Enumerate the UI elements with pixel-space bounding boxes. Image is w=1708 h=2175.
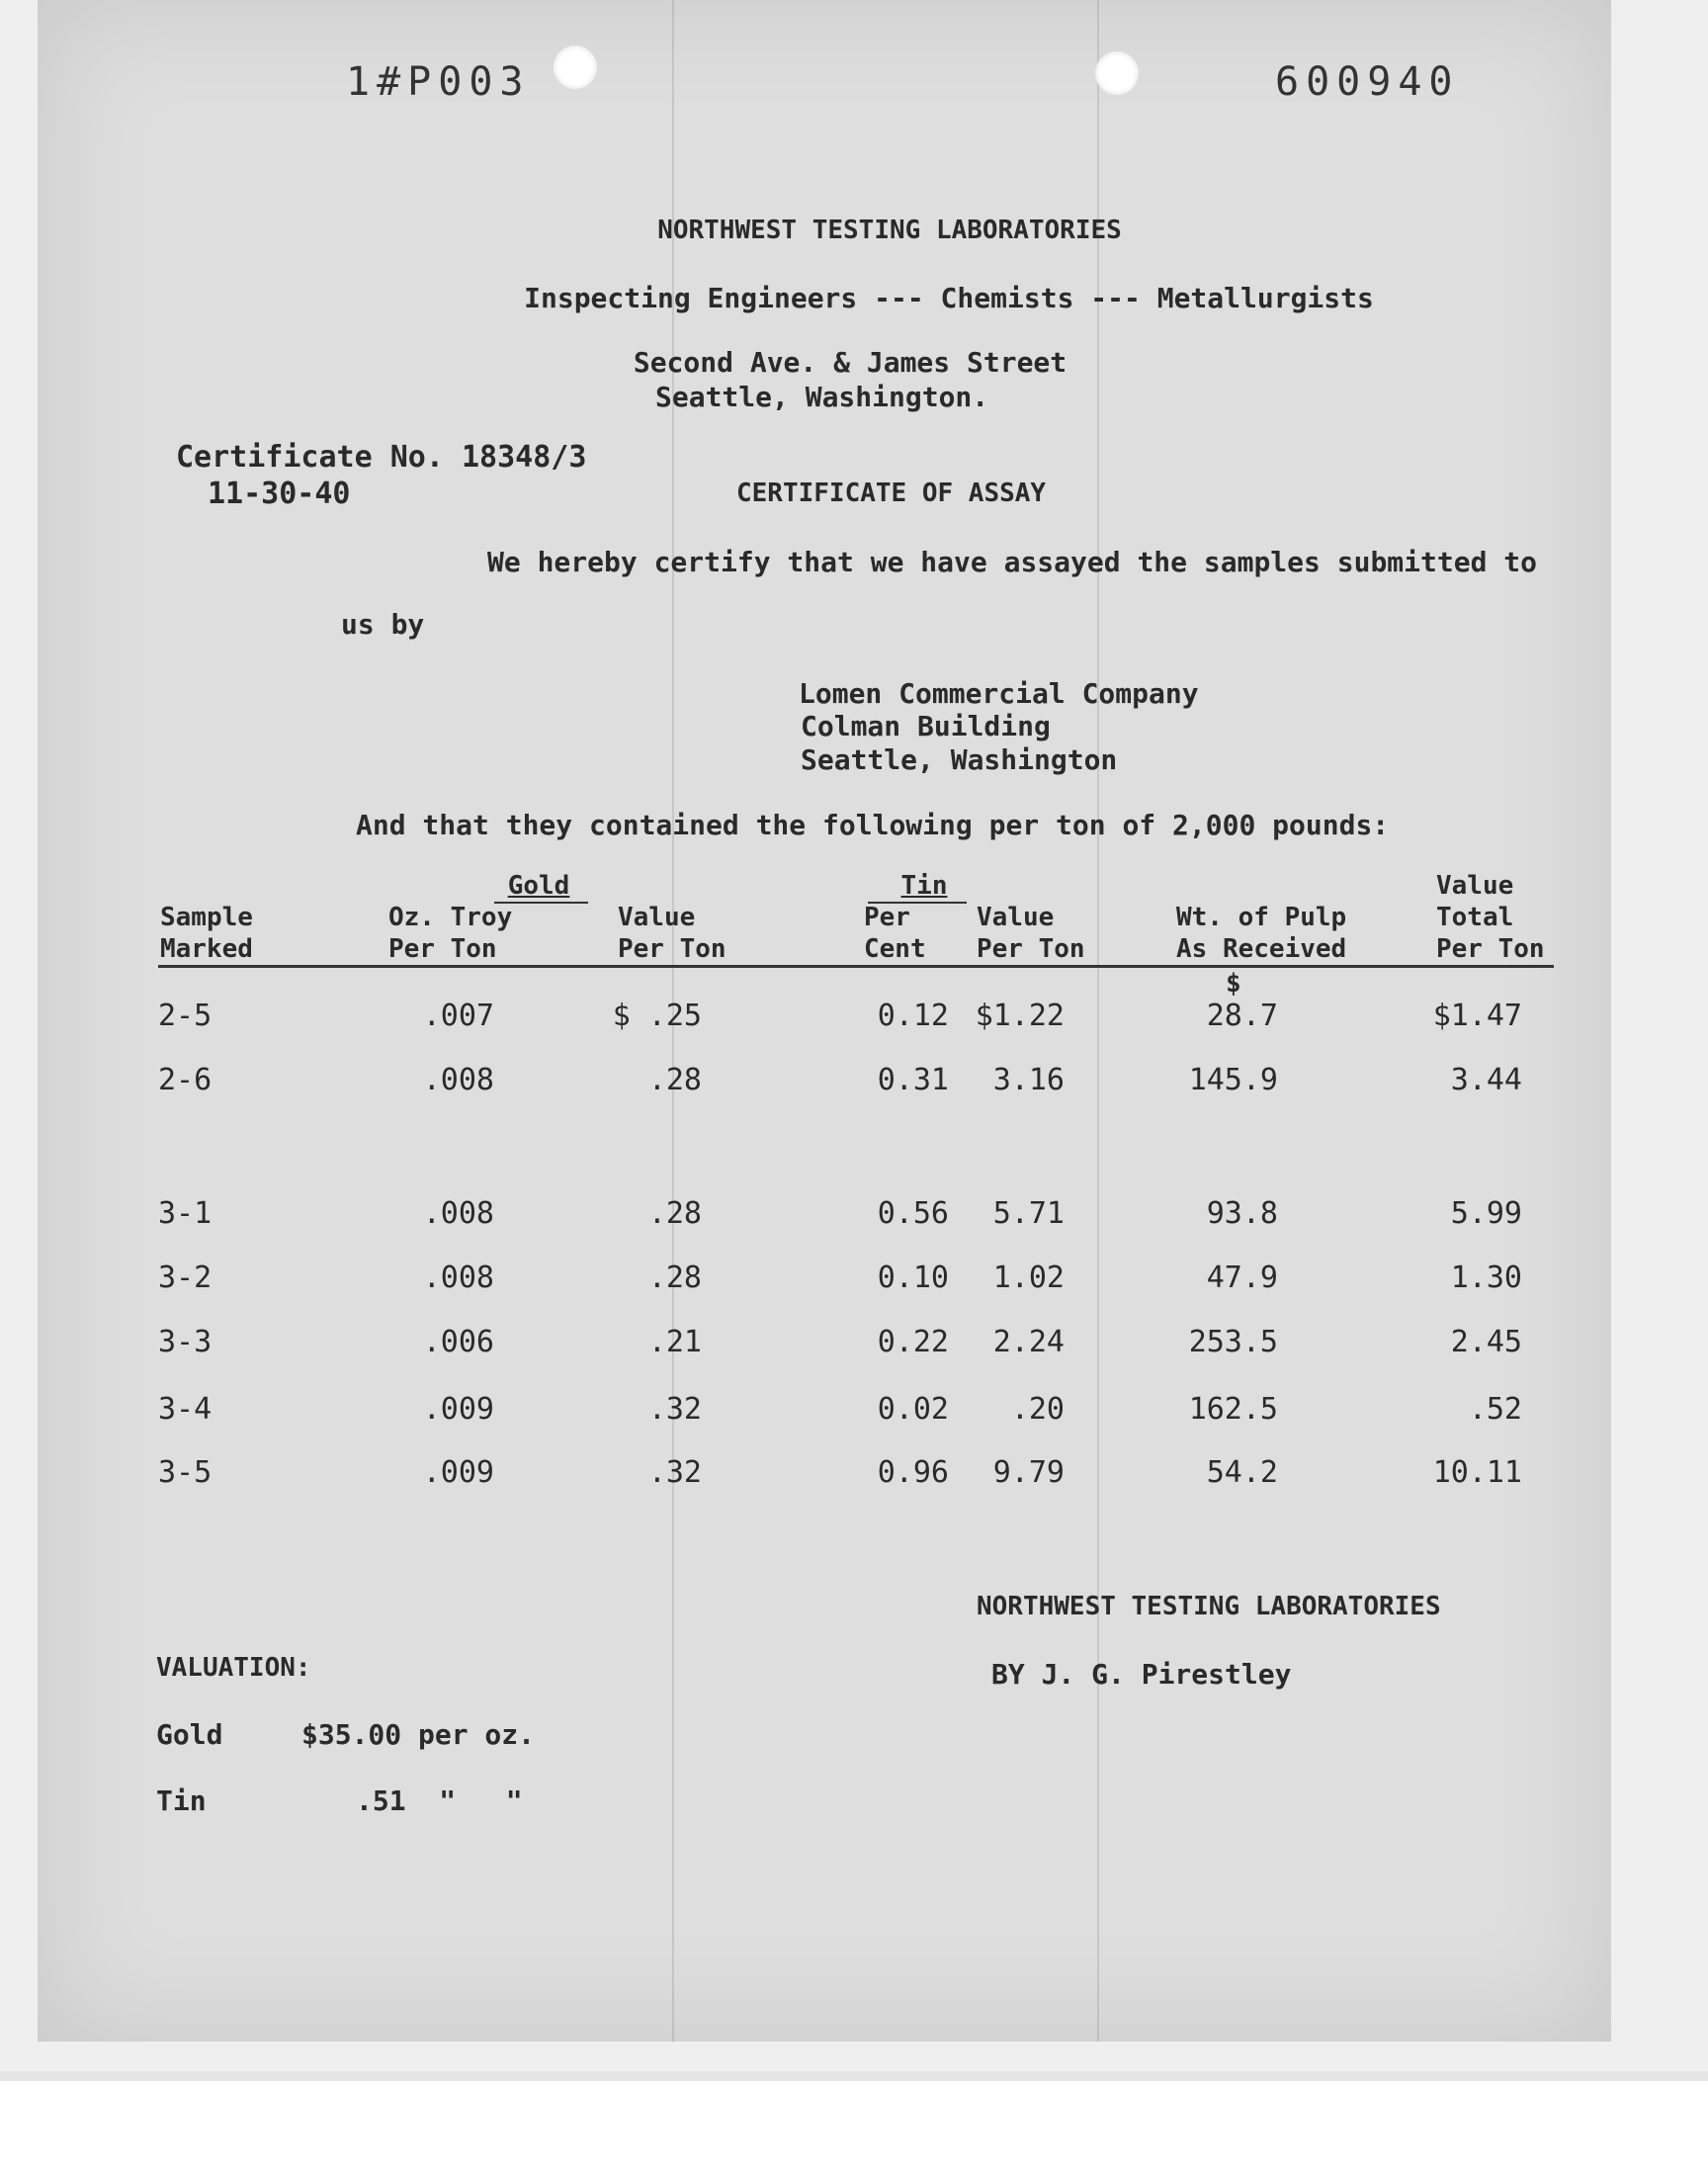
- gold-oz-cell: .008: [422, 1196, 494, 1231]
- header-pulp-weight: Wt. of Pulp As Received: [1176, 903, 1347, 964]
- client-city: Seattle, Washington: [801, 743, 1118, 776]
- gold-value-cell: .28: [647, 1196, 702, 1231]
- client-name: Lomen Commercial Company: [799, 677, 1199, 710]
- sample-marked-cell: 2-6: [158, 1063, 213, 1097]
- tin-value-cell: .20: [1010, 1392, 1065, 1427]
- tin-value-cell: $1.22: [975, 999, 1065, 1033]
- pulp-weight-cell: 93.8: [1206, 1196, 1278, 1231]
- total-value-cell: 10.11: [1432, 1455, 1522, 1490]
- valuation-title: VALUATION:: [156, 1653, 311, 1683]
- pulp-weight-cell: 47.9: [1206, 1261, 1278, 1295]
- pulp-weight-cell: 162.5: [1188, 1392, 1278, 1427]
- gold-group-header: Gold: [507, 871, 570, 901]
- stamp-right: 600940: [1275, 59, 1460, 105]
- tin-value-cell: 3.16: [992, 1063, 1065, 1097]
- letterhead-name: NORTHWEST TESTING LABORATORIES: [657, 216, 1122, 245]
- total-value-cell: .52: [1468, 1392, 1522, 1427]
- sample-marked-cell: 3-1: [158, 1196, 213, 1231]
- sample-marked-cell: 3-3: [158, 1325, 213, 1359]
- address-line-2: Seattle, Washington.: [655, 381, 989, 413]
- punch-hole: [1095, 51, 1139, 95]
- tin-percent-cell: 0.12: [877, 999, 949, 1033]
- total-value-cell: 1.30: [1450, 1261, 1522, 1295]
- gold-oz-cell: .009: [422, 1455, 494, 1490]
- header-sample-marked: Sample Marked: [160, 903, 253, 964]
- tin-value-cell: 5.71: [992, 1196, 1065, 1231]
- punch-hole: [554, 45, 597, 89]
- gold-value-cell: .32: [647, 1392, 702, 1427]
- tin-percent-cell: 0.31: [877, 1063, 949, 1097]
- sample-marked-cell: 2-5: [158, 999, 213, 1033]
- us-by-text: us by: [341, 608, 425, 641]
- tin-percent-cell: 0.96: [877, 1455, 949, 1490]
- gold-oz-cell: .009: [422, 1392, 494, 1427]
- pulp-weight-cell: 253.5: [1188, 1325, 1278, 1359]
- pulp-weight-cell: 28.7: [1206, 999, 1278, 1033]
- gold-oz-cell: .007: [422, 999, 494, 1033]
- pulp-weight-cell: 54.2: [1206, 1455, 1278, 1490]
- tin-group-header: Tin: [900, 871, 948, 901]
- tin-value-cell: 9.79: [992, 1455, 1065, 1490]
- gold-value-cell: .32: [647, 1455, 702, 1490]
- gold-oz-cell: .006: [422, 1325, 494, 1359]
- scan-edge: [0, 2071, 1708, 2081]
- gold-value-cell: $ .25: [612, 999, 702, 1033]
- header-tin-percent: Per Cent: [864, 903, 926, 964]
- letterhead-tagline: Inspecting Engineers --- Chemists --- Metallurgists: [524, 282, 1374, 314]
- gold-oz-cell: .008: [422, 1063, 494, 1097]
- tin-value-cell: 2.24: [992, 1325, 1065, 1359]
- valuation-gold-label: Gold: [156, 1718, 223, 1751]
- conclusion-text: And that they contained the following per ton of 2,000 pounds:: [356, 809, 1390, 841]
- header-tin-value: Value Per Ton: [977, 903, 1085, 964]
- valuation-tin-rate: .51 " ": [356, 1784, 523, 1817]
- tin-percent-cell: 0.22: [877, 1325, 949, 1359]
- stamp-left: 1#P003: [346, 59, 531, 105]
- address-line-1: Second Ave. & James Street: [633, 346, 1068, 379]
- tin-percent-cell: 0.02: [877, 1392, 949, 1427]
- pulp-unit-mark: $: [1226, 969, 1241, 999]
- total-value-cell: 3.44: [1450, 1063, 1522, 1097]
- valuation-gold-rate: $35.00 per oz.: [301, 1718, 536, 1751]
- total-value-cell: $1.47: [1432, 999, 1522, 1033]
- gold-value-cell: .28: [647, 1261, 702, 1295]
- certify-statement: We hereby certify that we have assayed the samples submitted to: [487, 546, 1538, 578]
- tin-value-cell: 1.02: [992, 1261, 1065, 1295]
- gold-value-cell: .28: [647, 1063, 702, 1097]
- signature-lab-name: NORTHWEST TESTING LABORATORIES: [977, 1592, 1441, 1621]
- certificate-title: CERTIFICATE OF ASSAY: [736, 478, 1047, 508]
- header-total-value: Value Total Per Ton: [1436, 871, 1545, 964]
- total-value-cell: 2.45: [1450, 1325, 1522, 1359]
- gold-value-cell: .21: [647, 1325, 702, 1359]
- gold-oz-cell: .008: [422, 1261, 494, 1295]
- total-value-cell: 5.99: [1450, 1196, 1522, 1231]
- certificate-date: 11-30-40: [208, 477, 351, 511]
- tin-percent-cell: 0.56: [877, 1196, 949, 1231]
- tin-percent-cell: 0.10: [877, 1261, 949, 1295]
- header-underline: [158, 965, 1554, 968]
- sample-marked-cell: 3-5: [158, 1455, 213, 1490]
- sample-marked-cell: 3-4: [158, 1392, 213, 1427]
- valuation-tin-label: Tin: [156, 1784, 207, 1817]
- header-gold-oz: Oz. Troy Per Ton: [388, 903, 513, 964]
- pulp-weight-cell: 145.9: [1188, 1063, 1278, 1097]
- signature-line: BY J. G. Pirestley: [991, 1658, 1292, 1691]
- sample-marked-cell: 3-2: [158, 1261, 213, 1295]
- header-gold-value: Value Per Ton: [618, 903, 726, 964]
- certificate-number: Certificate No. 18348/3: [176, 440, 587, 475]
- client-building: Colman Building: [801, 710, 1051, 742]
